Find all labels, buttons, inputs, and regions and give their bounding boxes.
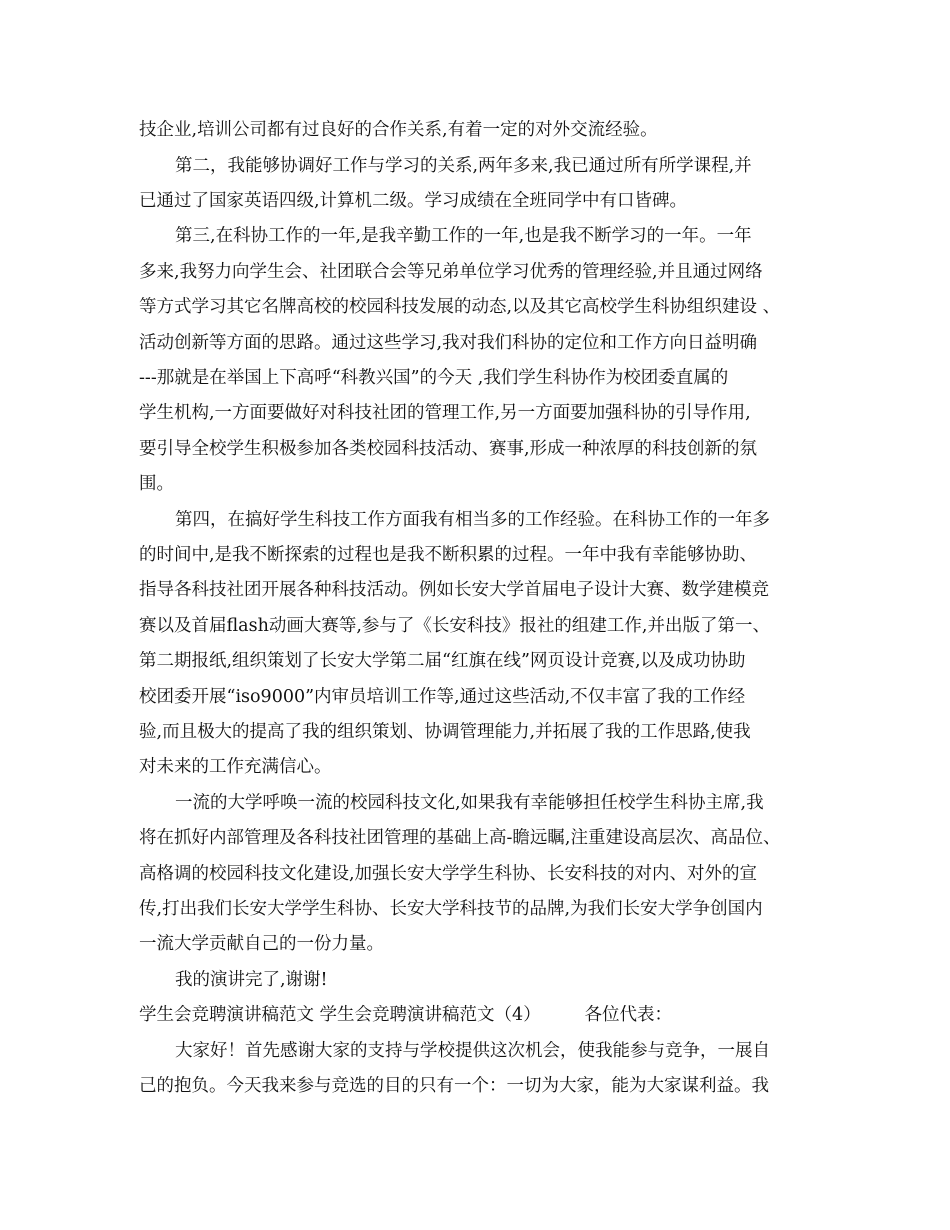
text-line: 验,而且极大的提高了我的组织策划、协调管理能力,并拓展了我的工作思路,使我 xyxy=(139,722,751,742)
text-line: 已通过了国家英语四级,计算机二级。学习成绩在全班同学中有口皆碑。 xyxy=(139,191,688,211)
text-line: 要引导全校学生积极参加各类校园科技活动、赛事,形成一种浓厚的科技创新的氛 xyxy=(139,439,758,459)
text-line: 技企业,培训公司都有过良好的合作关系,有着一定的对外交流经验。 xyxy=(139,120,658,140)
section-heading-line: 学生会竞聘演讲稿范文 学生会竞聘演讲稿范文（4） 各位代表： xyxy=(139,1005,672,1025)
text-line: 学生机构,一方面要做好对科技社团的管理工作,另一方面要加强科协的引导作用, xyxy=(139,403,751,423)
paragraph-start-line: 第四，在搞好学生科技工作方面我有相当多的工作经验。在科协工作的一年多 xyxy=(175,510,770,530)
paragraph-start-line: 一流的大学呼唤一流的校园科技文化,如果我有幸能够担任校学生科协主席,我 xyxy=(175,793,764,813)
text-line: 围。 xyxy=(139,474,174,494)
text-line: 活动创新等方面的思路。通过这些学习,我对我们科协的定位和工作方向日益明确 xyxy=(139,333,758,353)
text-line: 校团委开展“iso9000”内审员培训工作等,通过这些活动,不仅丰富了我的工作经 xyxy=(139,687,746,707)
text-line: 一流大学贡献自己的一份力量。 xyxy=(139,934,384,954)
text-line: 对未来的工作充满信心。 xyxy=(139,757,332,777)
text-line: 己的抱负。今天我来参与竞选的目的只有一个：一切为大家，能为大家谋利益。我 xyxy=(139,1076,769,1096)
text-line: 指导各科技社团开展各种科技活动。例如长安大学首届电子设计大赛、数学建模竞 xyxy=(139,580,769,600)
text-line: 等方式学习其它名牌高校的校园科技发展的动态,以及其它高校学生科协组织建设 、 xyxy=(139,297,781,317)
text-line: 多来,我努力向学生会、社团联合会等兄弟单位学习优秀的管理经验,并且通过网络 xyxy=(139,262,763,282)
paragraph-start-line: 大家好！首先感谢大家的支持与学校提供这次机会，使我能参与竞争，一展自 xyxy=(175,1041,770,1061)
text-line: 的时间中,是我不断探索的过程也是我不断积累的过程。一年中我有幸能够协助、 xyxy=(139,545,758,565)
paragraph-start-line: 第二，我能够协调好工作与学习的关系,两年多来,我已通过所有所学课程,并 xyxy=(175,156,752,176)
text-line: 赛以及首届flash动画大赛等,参与了《长安科技》报社的组建工作,并出版了第一、 xyxy=(139,616,770,636)
paragraph-start-line: 第三,在科协工作的一年,是我辛勤工作的一年,也是我不断学习的一年。一年 xyxy=(175,226,752,246)
text-line: 第二期报纸,组织策划了长安大学第二届“红旗在线”网页设计竞赛,以及成功协助 xyxy=(139,651,746,671)
text-line: ---那就是在举国上下高呼“科教兴国”的今天 ,我们学生科协作为校团委直属的 xyxy=(139,368,729,388)
text-line: 传,打出我们长安大学学生科协、长安大学科技节的品牌,为我们长安大学争创国内 xyxy=(139,899,763,919)
closing-line: 我的演讲完了,谢谢! xyxy=(175,970,328,990)
text-line: 将在抓好内部管理及各科技社团管理的基础上高-瞻远瞩,注重建设高层次、高品位、 xyxy=(139,828,781,848)
text-line: 高格调的校园科技文化建设,加强长安大学学生科协、长安科技的对内、对外的宣 xyxy=(139,864,758,884)
